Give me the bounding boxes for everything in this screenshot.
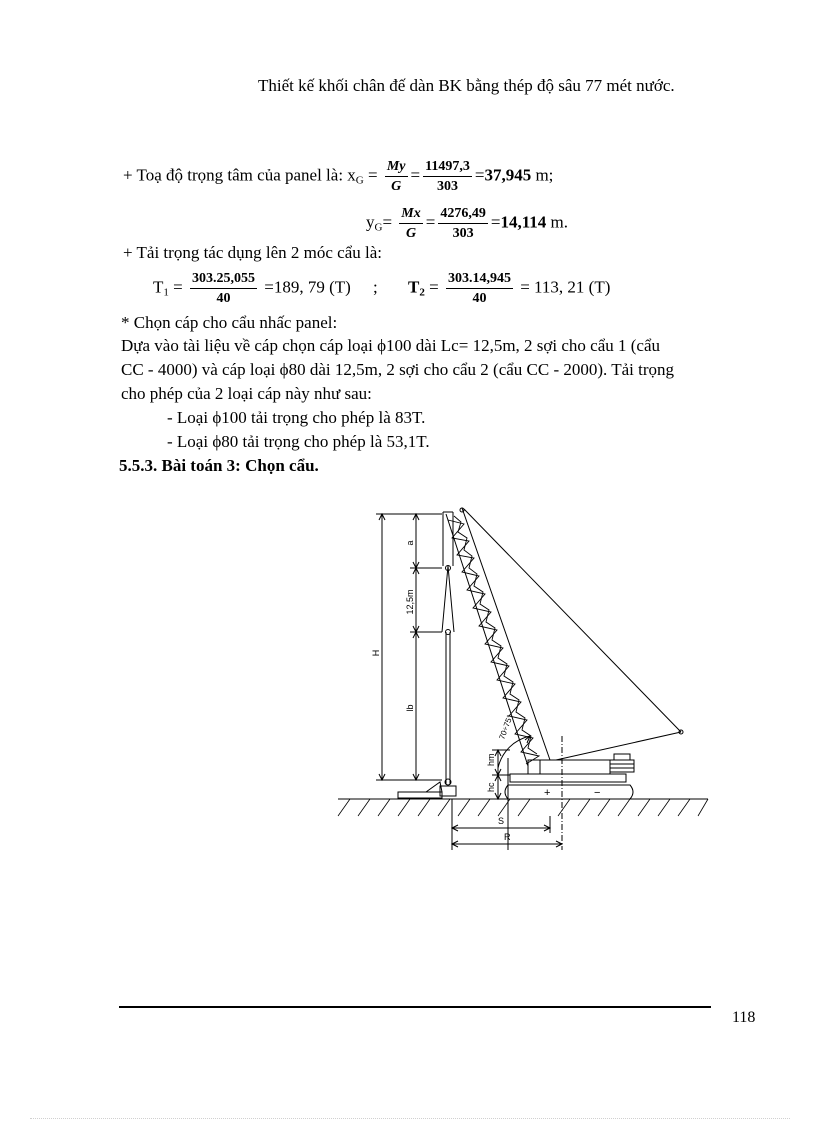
page-number: 118 xyxy=(732,1009,756,1026)
xg-numerator-value: 11497,3 xyxy=(423,158,472,177)
crane-boom xyxy=(446,508,550,766)
xg-prefix: + Toạ độ trọng tâm của panel là: x xyxy=(123,165,356,185)
t2-denominator: 40 xyxy=(472,291,487,306)
bullet-phi80: - Loại ϕ80 tải trọng cho phép là 53,1T. xyxy=(167,432,430,451)
label-lb: lb xyxy=(405,704,415,712)
yg-result: 14,114 xyxy=(500,212,547,232)
hoist-cable xyxy=(464,509,681,732)
yg-fraction-symbolic xyxy=(399,205,422,242)
crane-track xyxy=(505,785,633,799)
yg-numerator-value: 4276,49 xyxy=(438,205,488,224)
yg-formula: $y_G=$ $\frac{Mx}{G}$ = $\frac{4276,49}{303}$ =14,114 m. xyxy=(366,206,568,241)
yg-equals: = xyxy=(382,212,397,232)
page-bottom-dots xyxy=(30,1118,790,1119)
horizontal-dimensions xyxy=(452,799,562,850)
label-H: H xyxy=(371,649,381,657)
t1-subscript: 1 xyxy=(163,286,169,299)
angle-arc xyxy=(498,736,530,768)
yg-fraction-numeric xyxy=(438,205,488,242)
label-hm: hm xyxy=(486,753,496,766)
section-heading: 5.5.3. Bài toán 3: Chọn cẩu. xyxy=(119,456,319,475)
xg-fraction-symbolic xyxy=(385,158,408,195)
t1-label: T xyxy=(153,277,164,297)
label-S: S xyxy=(498,816,505,826)
t1-numerator: 303.25,055 xyxy=(190,270,257,289)
xg-equals: = xyxy=(363,165,382,185)
paragraph-line-3: cho phép của 2 loại cáp này như sau: xyxy=(121,384,372,403)
label-minus: − xyxy=(594,787,601,799)
xg-unit: m; xyxy=(531,165,554,185)
xg-fraction-numeric xyxy=(423,158,472,195)
backstay-cable xyxy=(556,732,681,760)
yg-numerator-mx: Mx xyxy=(399,205,422,224)
t2-numerator: 303.14,945 xyxy=(446,270,513,289)
label-12-5m: 12,5m xyxy=(405,589,415,615)
t1-result: =189, 79 (T) xyxy=(264,277,351,297)
t1-denominator: 40 xyxy=(216,291,231,306)
label-plus: + xyxy=(544,787,551,799)
yg-denominator-value: 303 xyxy=(452,226,474,241)
cable-title: * Chọn cáp cho cẩu nhấc panel: xyxy=(121,313,338,332)
t2-fraction xyxy=(446,270,513,307)
running-header: Thiết kế khối chân đế dàn BK bằng thép độ sâu 77 mét nước. xyxy=(258,76,675,95)
crane-diagram xyxy=(330,498,716,854)
height-dimension xyxy=(376,514,442,780)
footer-rule xyxy=(119,1006,711,1008)
t2-subscript: 2 xyxy=(419,286,425,299)
paragraph-line-1: Dựa vào tài liệu về cáp chọn cáp loại ϕ100 dài Lc= 12,5m, 2 sợi cho cẩu 1 (cẩu xyxy=(121,336,661,355)
label-R: R xyxy=(504,832,511,842)
load-line: + Tải trọng tác dụng lên 2 móc cẩu là: xyxy=(123,243,383,262)
yg-denominator-g: G xyxy=(405,226,417,241)
xg-result: 37,945 xyxy=(484,165,532,185)
t-formulas: $T_1$ = $\frac{303.25,055}{40}$ =189, 79 (T) ; $T_2$ = $\frac{303.14,945}{40}$ = 113, 21 (T) xyxy=(153,271,611,306)
paragraph-line-2: CC - 4000) và cáp loại ϕ80 dài 12,5m, 2 sợi cho cẩu 2 (cẩu CC - 2000). Tải trọng xyxy=(121,360,675,379)
yg-prefix: y xyxy=(366,212,375,232)
xg-subscript: G xyxy=(355,174,364,187)
t1-fraction xyxy=(190,270,257,307)
yg-unit: m. xyxy=(546,212,568,232)
formula-separator: ; xyxy=(373,277,378,297)
ground-hatching xyxy=(338,799,708,816)
xg-denominator-g: G xyxy=(391,179,402,194)
pile-member xyxy=(440,512,456,796)
label-a: a xyxy=(405,540,415,546)
xg-numerator-my: My xyxy=(385,158,408,177)
base-slab xyxy=(398,792,442,798)
t2-result: = 113, 21 (T) xyxy=(520,277,611,297)
xg-denominator-value: 303 xyxy=(436,179,458,194)
xg-formula: + Toạ độ trọng tâm của panel là: $x_G$ = $\frac{My}{G}$ = $\frac{11497,3}{303}$ =37,945 m; xyxy=(123,159,554,194)
yg-subscript: G xyxy=(374,221,383,234)
crane-body xyxy=(510,754,634,782)
t2-label: T xyxy=(408,277,420,297)
bullet-phi100: - Loại ϕ100 tải trọng cho phép là 83T. xyxy=(167,408,426,427)
label-angle: 70÷75° xyxy=(497,713,515,741)
label-hc: hc xyxy=(486,782,496,792)
